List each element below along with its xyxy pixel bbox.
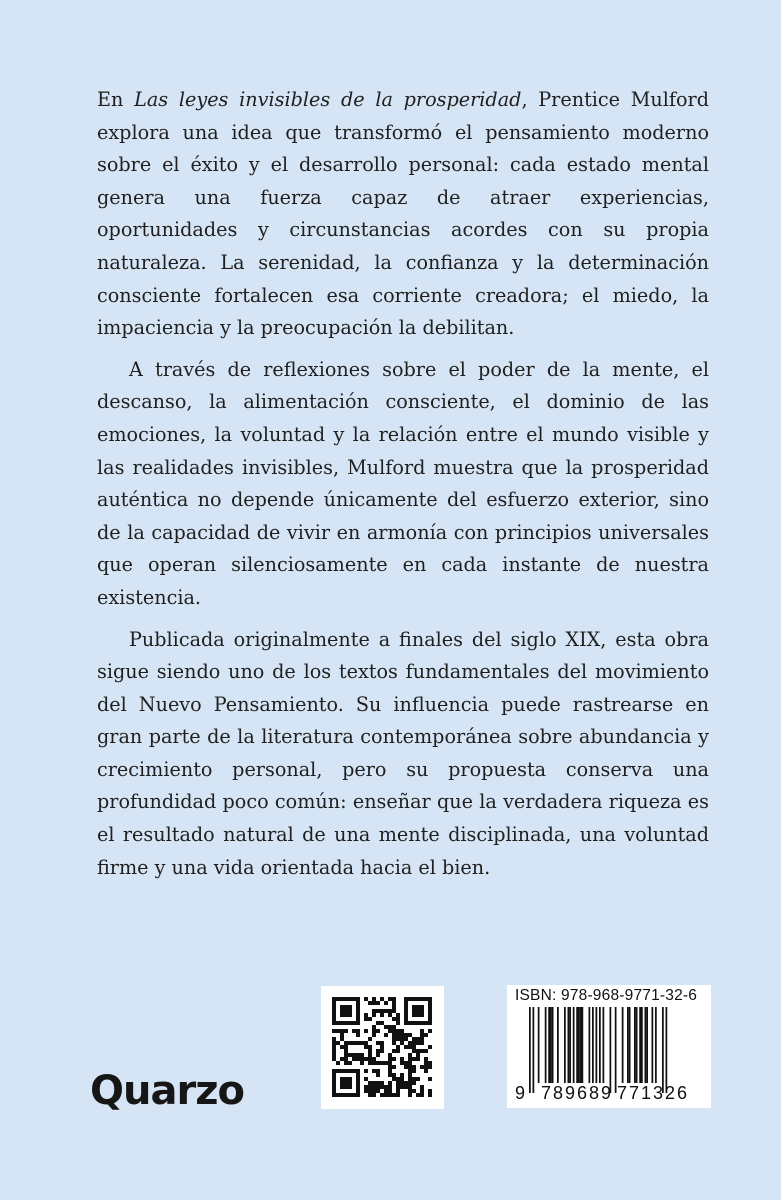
book-title: Las leyes invisibles de la prosperidad	[134, 88, 522, 111]
qr-code[interactable]	[321, 986, 444, 1109]
blurb-paragraph-1	[97, 84, 709, 345]
blurb-intro: En	[97, 88, 135, 111]
isbn-label: ISBN: 978-968-9771-32-6	[515, 987, 698, 1004]
blurb-paragraph-3: Publicada originalmente a finales del siglo XIX, esta obra sigue siendo uno de los textos fundamentales del movimiento del Nuevo Pensamiento. Su influencia puede rastrearse en gran parte de la literatura contemporánea sobre abundancia y crecimiento personal, pero su propuesta conserva una profundidad poco común: enseñar que la verdadera riqueza es el resultado natural de una mente disciplinada, una voluntad firme y una vida orientada hacia el bien.	[97, 627, 709, 879]
back-cover-blurb	[97, 84, 709, 884]
barcode-left-digits: 789689	[541, 1083, 614, 1103]
blurb-paragraph-1-text: , Prentice Mulford explora una idea que transformó el pensamiento moderno sobre el éxito y el desarrollo personal: cada estado mental genera una fuerza capaz de atraer experiencias, oportunidades y circunstancias acordes con su propia naturaleza. La serenidad, la confianza y la determinación consciente fortalecen esa corriente creadora; el miedo, la impaciencia y la preocupación la debilitan.	[97, 88, 709, 340]
barcode-first-digit: 9	[515, 1083, 528, 1103]
blurb-paragraph-2: A través de reflexiones sobre el poder de la mente, el descanso, la alimentación consciente, el dominio de las emociones, la voluntad y la relación entre el mundo visible y las realidades invisibles, Mulford muestra que la prosperidad auténtica no depende únicamente del esfuerzo exterior, sino de la capacidad de vivir en armonía con principios universales que operan silenciosamente en cada instante de nuestra existencia.	[97, 357, 709, 609]
isbn-barcode	[507, 985, 711, 1108]
qr-code-graphic	[321, 986, 444, 1109]
publisher-logo: Quarzo	[90, 1068, 244, 1114]
barcode-right-digits: 771326	[617, 1083, 690, 1103]
